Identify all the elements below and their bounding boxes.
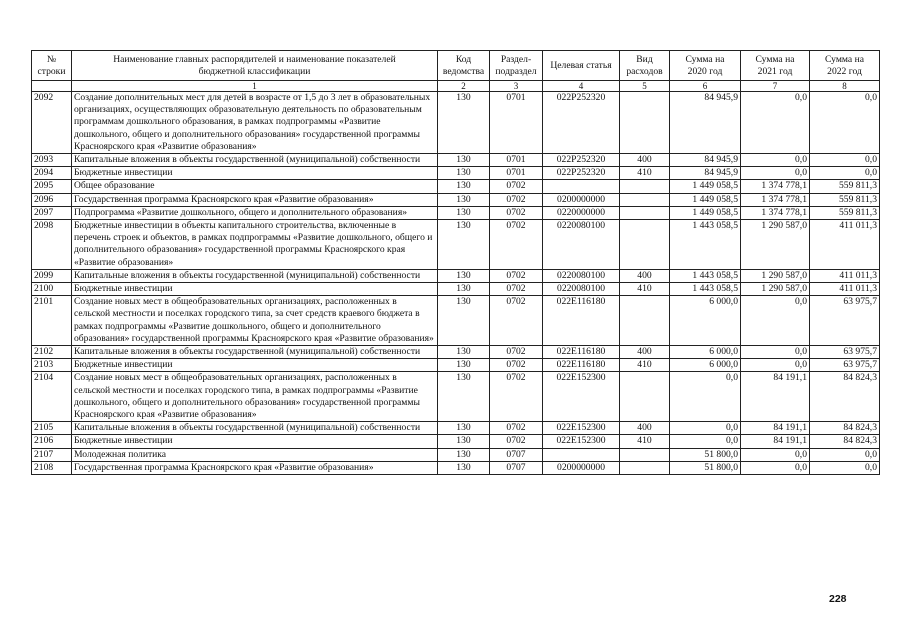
sum-2022: 411 011,3 — [810, 220, 880, 270]
row-number: 2100 — [32, 283, 72, 296]
expense-type: 400 — [620, 346, 670, 359]
column-number: 6 — [670, 81, 741, 92]
sum-2022: 0,0 — [810, 448, 880, 461]
sum-2020: 84 945,9 — [670, 167, 741, 180]
table-row — [32, 422, 880, 435]
expense-type: 410 — [620, 435, 670, 448]
target-article: 022Е152300 — [543, 372, 620, 422]
header-exp-type: Вид расходов — [620, 51, 670, 81]
section-code: 0702 — [490, 296, 543, 346]
dept-code: 130 — [438, 180, 490, 193]
section-code: 0702 — [490, 435, 543, 448]
column-number: 7 — [741, 81, 810, 92]
table-row — [32, 359, 880, 372]
expense-type — [620, 193, 670, 206]
dept-code: 130 — [438, 92, 490, 154]
table-row — [32, 269, 880, 282]
dept-code: 130 — [438, 372, 490, 422]
sum-2022: 63 975,7 — [810, 359, 880, 372]
section-code: 0701 — [490, 154, 543, 167]
row-name: Создание новых мест в общеобразовательных организациях, расположенных в сельской местности и поселках городского типа, в рамках подпрограммы «Развитие дошкольного, общего и дополнительного образования» государственной программы Красноярского края «Развитие образования» — [72, 372, 438, 422]
target-article: 022Р252320 — [543, 154, 620, 167]
row-number: 2103 — [32, 359, 72, 372]
expense-type — [620, 180, 670, 193]
target-article: 022Е116180 — [543, 359, 620, 372]
row-name: Бюджетные инвестиции — [72, 283, 438, 296]
expense-type — [620, 92, 670, 154]
row-number: 2094 — [32, 167, 72, 180]
table-row — [32, 296, 880, 346]
target-article — [543, 180, 620, 193]
sum-2022: 84 824,3 — [810, 372, 880, 422]
row-name: Бюджетные инвестиции — [72, 359, 438, 372]
sum-2021: 1 374 778,1 — [741, 206, 810, 219]
sum-2021: 84 191,1 — [741, 435, 810, 448]
section-code: 0707 — [490, 448, 543, 461]
target-article: 0200000000 — [543, 193, 620, 206]
section-code: 0702 — [490, 359, 543, 372]
section-code: 0702 — [490, 346, 543, 359]
section-code: 0702 — [490, 269, 543, 282]
sum-2022: 84 824,3 — [810, 435, 880, 448]
row-number: 2101 — [32, 296, 72, 346]
expense-type: 410 — [620, 167, 670, 180]
sum-2022: 84 824,3 — [810, 422, 880, 435]
row-number: 2099 — [32, 269, 72, 282]
table-row — [32, 448, 880, 461]
table-row — [32, 92, 880, 154]
expense-type — [620, 372, 670, 422]
sum-2021: 84 191,1 — [741, 372, 810, 422]
row-name: Капитальные вложения в объекты государственной (муниципальной) собственности — [72, 269, 438, 282]
dept-code: 130 — [438, 193, 490, 206]
dept-code: 130 — [438, 359, 490, 372]
target-article: 0220000000 — [543, 206, 620, 219]
sum-2020: 1 443 058,5 — [670, 283, 741, 296]
row-name: Государственная программа Красноярского края «Развитие образования» — [72, 193, 438, 206]
row-number: 2104 — [32, 372, 72, 422]
sum-2022: 63 975,7 — [810, 296, 880, 346]
expense-type: 400 — [620, 269, 670, 282]
sum-2020: 6 000,0 — [670, 359, 741, 372]
header-row — [32, 51, 880, 81]
column-number: 3 — [490, 81, 543, 92]
dept-code: 130 — [438, 269, 490, 282]
sum-2021: 0,0 — [741, 167, 810, 180]
header-sum-2021: Сумма на 2021 год — [741, 51, 810, 81]
row-name: Капитальные вложения в объекты государственной (муниципальной) собственности — [72, 346, 438, 359]
column-number: 2 — [438, 81, 490, 92]
sum-2022: 411 011,3 — [810, 283, 880, 296]
row-name: Государственная программа Красноярского края «Развитие образования» — [72, 461, 438, 474]
table-row — [32, 180, 880, 193]
row-name: Бюджетные инвестиции в объекты капитального строительства, включенные в перечень строек и объектов, в рамках подпрограммы «Развитие дошкольного, общего и дополнительного образования» государственной программы Красноярского края «Развитие образования» — [72, 220, 438, 270]
sum-2020: 84 945,9 — [670, 154, 741, 167]
expense-type — [620, 220, 670, 270]
dept-code: 130 — [438, 206, 490, 219]
sum-2021: 0,0 — [741, 154, 810, 167]
sum-2022: 559 811,3 — [810, 193, 880, 206]
row-name: Бюджетные инвестиции — [72, 167, 438, 180]
target-article: 022Е152300 — [543, 435, 620, 448]
dept-code: 130 — [438, 346, 490, 359]
row-number: 2097 — [32, 206, 72, 219]
header-target: Целевая статья — [543, 51, 620, 81]
sum-2020: 51 800,0 — [670, 461, 741, 474]
section-code: 0702 — [490, 206, 543, 219]
row-number: 2098 — [32, 220, 72, 270]
row-name: Подпрограмма «Развитие дошкольного, общего и дополнительного образования» — [72, 206, 438, 219]
sum-2020: 0,0 — [670, 435, 741, 448]
table-row — [32, 461, 880, 474]
target-article: 0220080100 — [543, 220, 620, 270]
header-sum-2020: Сумма на 2020 год — [670, 51, 741, 81]
column-number: 8 — [810, 81, 880, 92]
dept-code: 130 — [438, 422, 490, 435]
sum-2021: 1 374 778,1 — [741, 180, 810, 193]
sum-2020: 1 443 058,5 — [670, 269, 741, 282]
sum-2021: 1 290 587,0 — [741, 220, 810, 270]
section-code: 0707 — [490, 461, 543, 474]
sum-2020: 6 000,0 — [670, 296, 741, 346]
dept-code: 130 — [438, 461, 490, 474]
table-row — [32, 154, 880, 167]
target-article: 0220080100 — [543, 283, 620, 296]
column-number — [32, 81, 72, 92]
section-code: 0702 — [490, 283, 543, 296]
sum-2020: 1 449 058,5 — [670, 206, 741, 219]
sum-2022: 559 811,3 — [810, 206, 880, 219]
table-row — [32, 435, 880, 448]
section-code: 0701 — [490, 92, 543, 154]
sum-2020: 1 443 058,5 — [670, 220, 741, 270]
dept-code: 130 — [438, 435, 490, 448]
row-number: 2096 — [32, 193, 72, 206]
sum-2021: 0,0 — [741, 359, 810, 372]
dept-code: 130 — [438, 154, 490, 167]
table-row — [32, 206, 880, 219]
row-name: Создание дополнительных мест для детей в возрасте от 1,5 до 3 лет в образовательных организациях, осуществляющих образовательную деятельность по образовательным программам дошкольного образования, в рамках подпрограммы «Развитие дошкольного, общего и дополнительного образования» государственной программы Красноярского края «Развитие образования» — [72, 92, 438, 154]
section-code: 0702 — [490, 180, 543, 193]
target-article: 022Р252320 — [543, 92, 620, 154]
sum-2020: 51 800,0 — [670, 448, 741, 461]
sum-2022: 411 011,3 — [810, 269, 880, 282]
column-number: 1 — [72, 81, 438, 92]
dept-code: 130 — [438, 296, 490, 346]
expense-type: 400 — [620, 154, 670, 167]
row-name: Общее образование — [72, 180, 438, 193]
sum-2021: 0,0 — [741, 448, 810, 461]
row-name: Капитальные вложения в объекты государственной (муниципальной) собственности — [72, 422, 438, 435]
expense-type — [620, 206, 670, 219]
sum-2020: 0,0 — [670, 372, 741, 422]
header-name: Наименование главных распорядителей и наименование показателей бюджетной классификации — [72, 51, 438, 81]
expense-type: 400 — [620, 422, 670, 435]
sum-2022: 0,0 — [810, 461, 880, 474]
target-article: 022Е152300 — [543, 422, 620, 435]
row-number: 2095 — [32, 180, 72, 193]
section-code: 0702 — [490, 372, 543, 422]
section-code: 0702 — [490, 220, 543, 270]
table-row — [32, 283, 880, 296]
sum-2020: 0,0 — [670, 422, 741, 435]
expense-type — [620, 296, 670, 346]
row-name: Молодежная политика — [72, 448, 438, 461]
row-name: Бюджетные инвестиции — [72, 435, 438, 448]
sum-2020: 1 449 058,5 — [670, 193, 741, 206]
sum-2020: 84 945,9 — [670, 92, 741, 154]
table-row — [32, 372, 880, 422]
sum-2021: 0,0 — [741, 296, 810, 346]
row-number: 2108 — [32, 461, 72, 474]
table-row — [32, 167, 880, 180]
row-number: 2102 — [32, 346, 72, 359]
table-row — [32, 220, 880, 270]
sum-2022: 559 811,3 — [810, 180, 880, 193]
row-number: 2106 — [32, 435, 72, 448]
sum-2021: 1 374 778,1 — [741, 193, 810, 206]
dept-code: 130 — [438, 448, 490, 461]
target-article: 022Е116180 — [543, 296, 620, 346]
header-section: Раздел- подраздел — [490, 51, 543, 81]
section-code: 0701 — [490, 167, 543, 180]
row-name: Капитальные вложения в объекты государственной (муниципальной) собственности — [72, 154, 438, 167]
sum-2021: 0,0 — [741, 92, 810, 154]
row-name: Создание новых мест в общеобразовательных организациях, расположенных в сельской местности и поселках городского типа, за счет средств краевого бюджета в рамках подпрограммы «Развитие дошкольного, общего и дополнительного образования» государственной программы Красноярского края «Развитие образования» — [72, 296, 438, 346]
row-number: 2092 — [32, 92, 72, 154]
sum-2021: 1 290 587,0 — [741, 283, 810, 296]
expense-type: 410 — [620, 359, 670, 372]
column-number: 5 — [620, 81, 670, 92]
section-code: 0702 — [490, 422, 543, 435]
dept-code: 130 — [438, 220, 490, 270]
sum-2021: 1 290 587,0 — [741, 269, 810, 282]
table-body — [32, 92, 880, 475]
header-dept: Код ведомства — [438, 51, 490, 81]
target-article: 022Е116180 — [543, 346, 620, 359]
sum-2020: 1 449 058,5 — [670, 180, 741, 193]
header-sum-2022: Сумма на 2022 год — [810, 51, 880, 81]
budget-table — [31, 50, 880, 475]
target-article: 0220080100 — [543, 269, 620, 282]
sum-2022: 0,0 — [810, 154, 880, 167]
sum-2022: 63 975,7 — [810, 346, 880, 359]
section-code: 0702 — [490, 193, 543, 206]
dept-code: 130 — [438, 167, 490, 180]
expense-type — [620, 461, 670, 474]
dept-code: 130 — [438, 283, 490, 296]
sum-2020: 6 000,0 — [670, 346, 741, 359]
row-number: 2107 — [32, 448, 72, 461]
target-article: 0200000000 — [543, 461, 620, 474]
page-number: 228 — [829, 593, 847, 605]
sum-2021: 0,0 — [741, 461, 810, 474]
table-row — [32, 193, 880, 206]
expense-type — [620, 448, 670, 461]
target-article: 022Р252320 — [543, 167, 620, 180]
header-row-no: № строки — [32, 51, 72, 81]
table-row — [32, 346, 880, 359]
column-number: 4 — [543, 81, 620, 92]
sum-2022: 0,0 — [810, 167, 880, 180]
sum-2021: 84 191,1 — [741, 422, 810, 435]
column-number-row — [32, 81, 880, 92]
row-number: 2093 — [32, 154, 72, 167]
row-number: 2105 — [32, 422, 72, 435]
sum-2022: 0,0 — [810, 92, 880, 154]
sum-2021: 0,0 — [741, 346, 810, 359]
expense-type: 410 — [620, 283, 670, 296]
target-article — [543, 448, 620, 461]
